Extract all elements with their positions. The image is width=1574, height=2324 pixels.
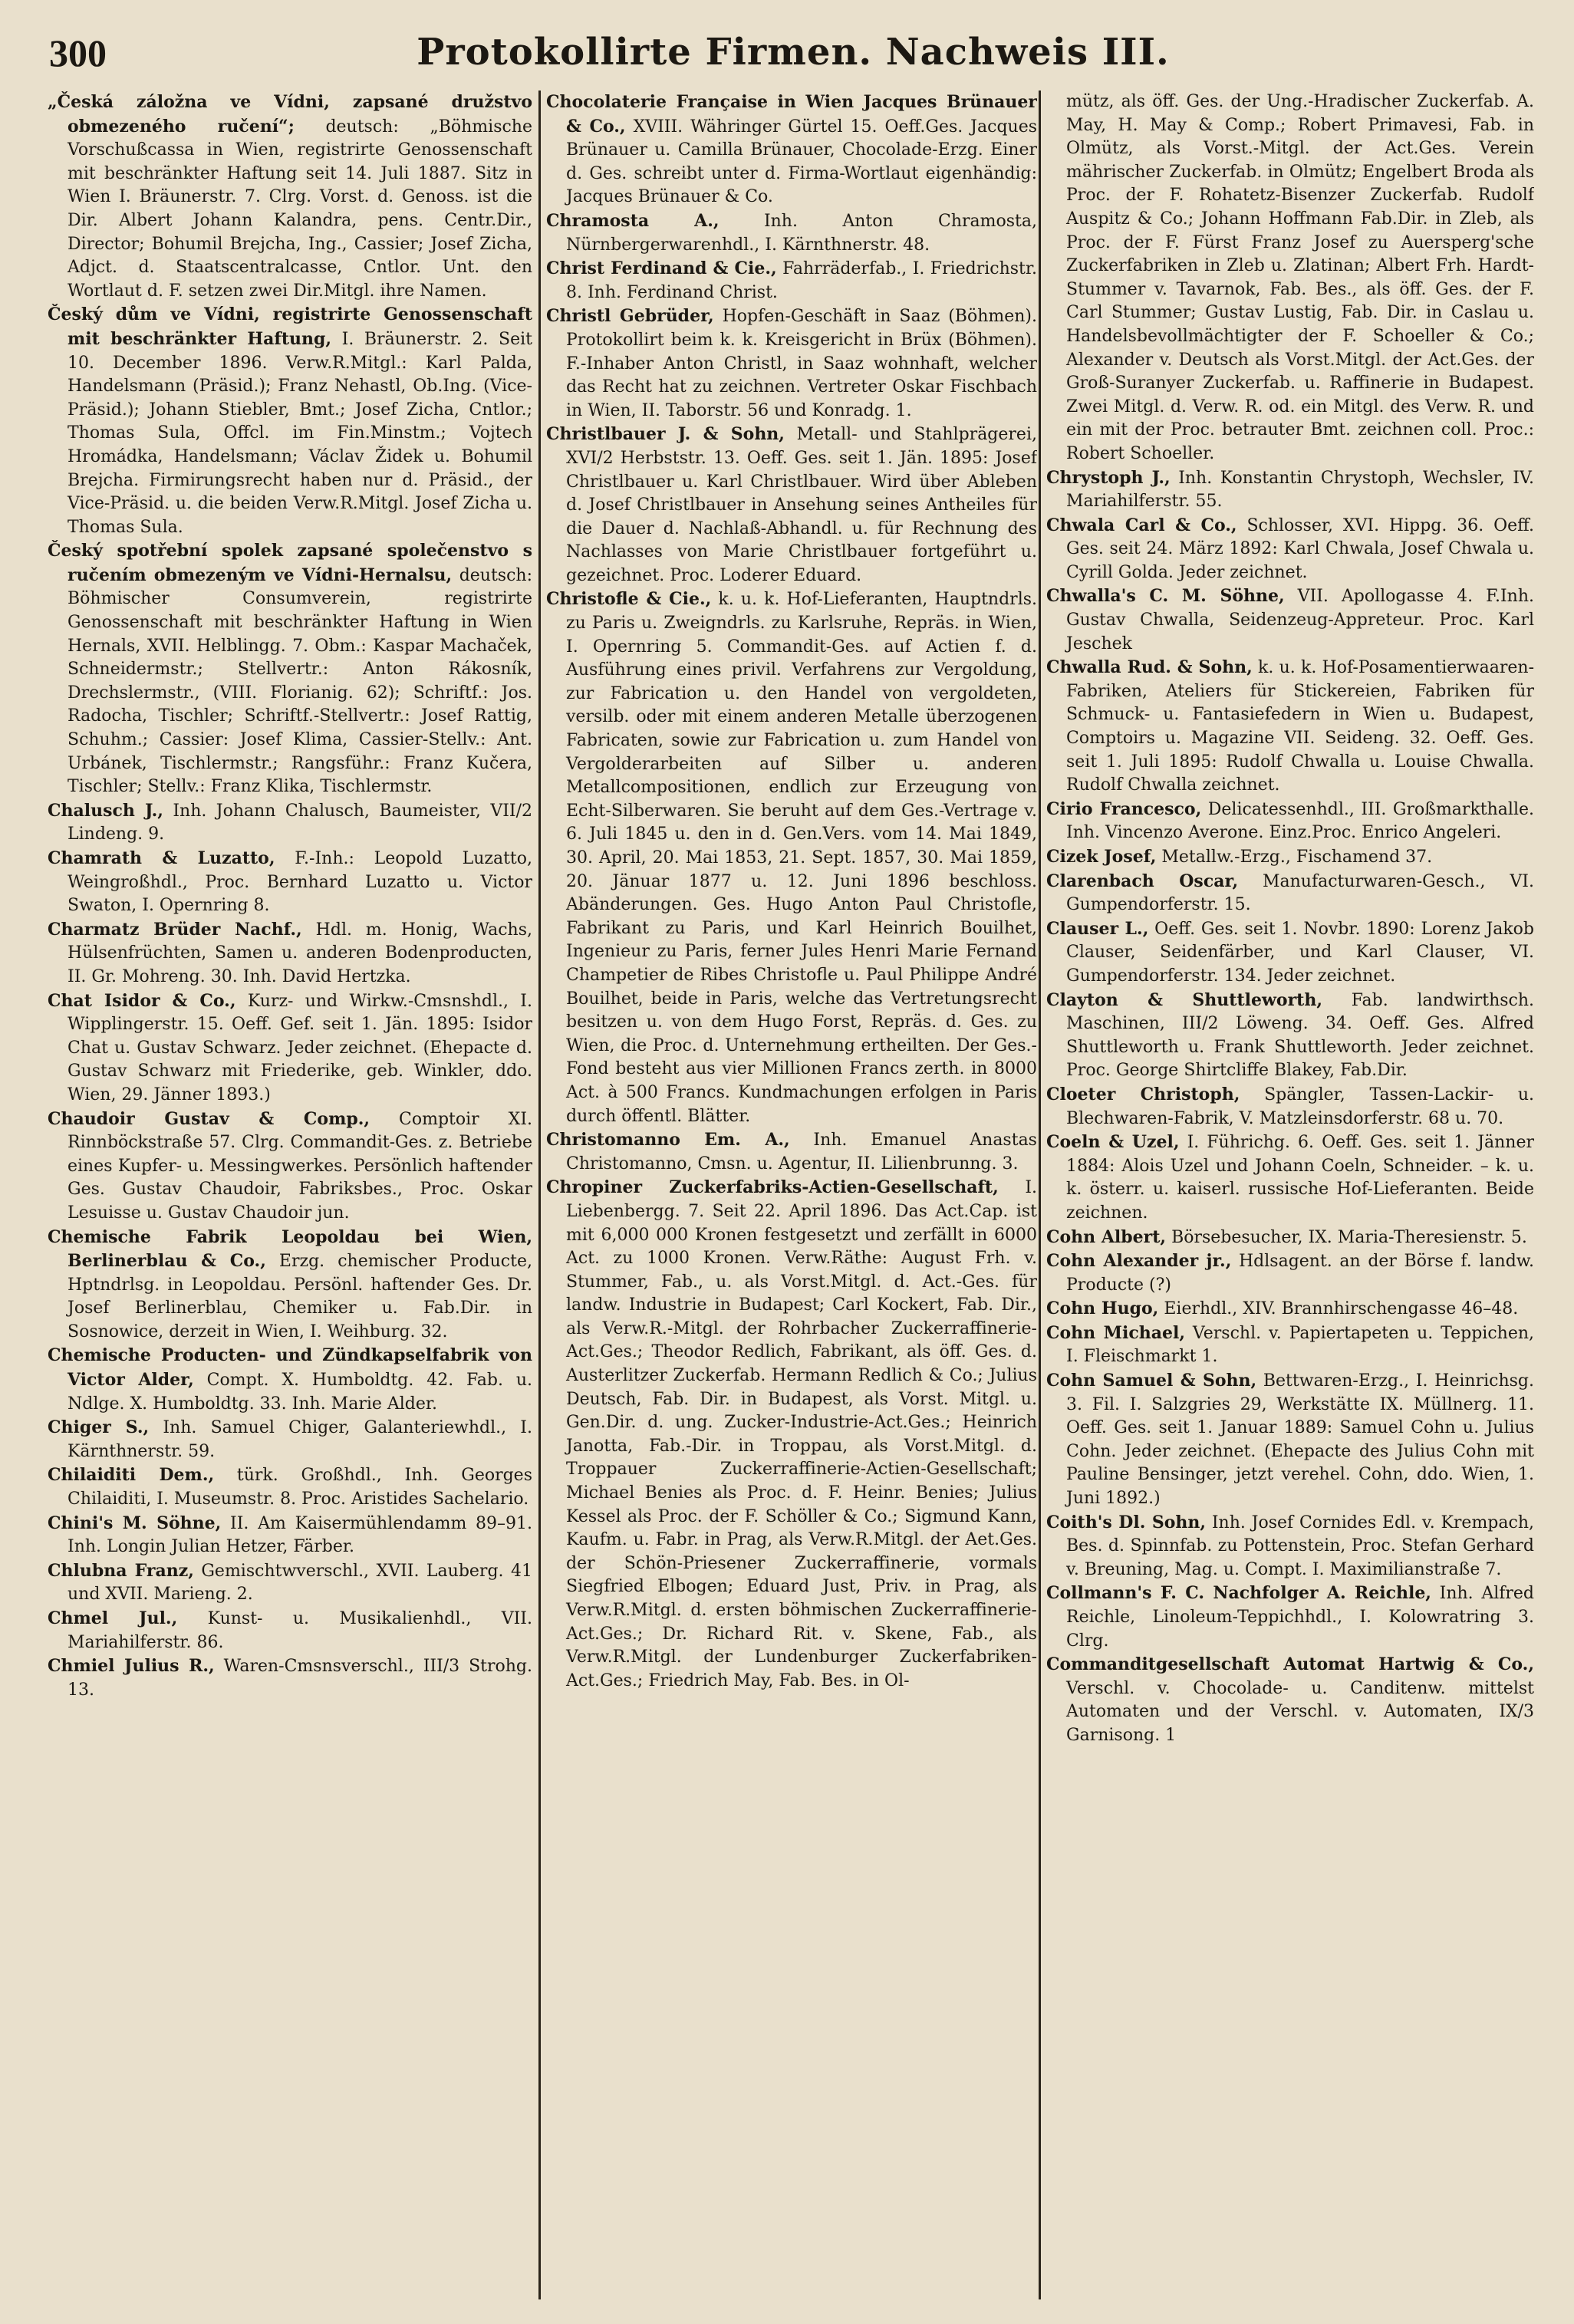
directory-entry [546,1128,1037,1176]
entry-details: Schlosser, XVI. Hippg. 36. Oeff. Ges. seit 24. März 1892: Karl Chwala, Josef Chwala u. Cyrill Golda. Jeder zeichnet. [1066,515,1534,582]
entry-details: Fahrräderfab., I. Friedrichstr. 8. Inh. Ferdinand Christ. [566,259,1037,302]
directory-entry [48,847,532,918]
entry-details: Verschl. v. Papiertapeten u. Teppichen, I. Fleischmarkt 1. [1066,1323,1534,1367]
firm-name: Chwalla's C. M. Söhne, [1046,586,1285,607]
entry-details: Metall- und Stahlprägerei, XVI/2 Herbststr. 13. Oeff. Ges. seit 1. Jän. 1895: Josef Christlbauer u. Karl Christlbauer. Wird über Ableben d. Josef Christlbauer in Ansehung seines Antheiles für die Dauer d. Nachlaß-Abhandl. u. für Rechnung des Nachlasses von Marie Christlbauer fortgeführt u. gezeichnet. Proc. Loderer Eduard. [566,425,1037,585]
column-divider [538,91,541,2299]
directory-entry [546,1176,1037,1693]
entry-details: I. Liebenbergg. 7. Seit 22. April 1896. Das Act.Cap. ist mit 6,000 000 Kronen festgesetzt und zerfällt in 6000 Act. zu 1000 Kronen. Verw.Räthe: August Frh. v. Stummer, Fab., u. als Vorst.Mitgl. d. Act.-Ges. für landw. Industrie in Budapest; Carl Kockert, Fab. Dir., als Verw.R.-Mitgl. der Rohrbacher Zuckerraffinerie-Act.Ges.; Theodor Redlich, Fabrikant, als öff. Ges. d. Austerlitzer Zuckerfab. Hermann Redlich & Co.; Julius Deutsch, Fab. Dir. in Budapest, als Vorst. Mitgl. u. Gen.Dir. d. ung. Zucker-Industrie-Act.Ges.; Heinrich Janotta, Fab.-Dir. in Troppau, als Vorst.Mitgl. d. Troppauer Zuckerraffinerie-Actien-Gesellschaft; Michael Benies als Proc. d. F. Heinr. Benies; Julius Kessel als Proc. der F. Schöller & Co.; Sigmund Kann, Kaufm. u. Fabr. in Prag, als Verw.R.Mitgl. der Aet.Ges. der Schön-Priesener Zuckerraffinerie, vormals Siegfried Elbogen; Eduard Just, Priv. in Prag, als Verw.R.Mitgl. d. ersten böhmischen Zuckerraffinerie-Act.Ges.; Dr. Richard Rit. v. Skene, Fab., als Verw.R.Mitgl. der Lundenburger Zuckerfabriken-Act.Ges.; Friedrich May, Fab. Bes. in Ol- [566,1178,1037,1690]
firm-name: Cirio Francesco, [1046,798,1202,819]
entry-details: VII. Apollogasse 4. F.Inh. Gustav Chwalla, Seidenzeug-Appreteur. Proc. Karl Jeschek [1066,587,1534,653]
firm-name: Chrystoph J., [1046,467,1171,488]
entry-details: F.-Inh.: Leopold Luzatto, Weingroßhdl., Proc. Bernhard Luzatto u. Victor Swaton, I. Opernring 8. [68,849,532,916]
directory-entry [48,303,532,539]
entry-details: Erzg. chemischer Producte, Hptndrlsg. in Leopoldau. Persönl. haftender Ges. Dr. Josef Berlinerblau, Chemiker u. Fab.Dir. in Sosnowice, derzeit in Wien, I. Weihburg. 32. [68,1252,532,1341]
entry-details: Inh. Alfred Reichle, Linoleum-Teppichhdl., I. Kolowratring 3. Clrg. [1066,1584,1534,1651]
firm-name: Chramosta A., [546,210,719,231]
firm-name: Cohn Michael, [1046,1322,1186,1343]
firm-name: Clauser L., [1046,918,1149,939]
entry-details: Comptoir XI. Rinnböckstraße 57. Clrg. Commandit-Ges. z. Betriebe eines Kupfer- u. Messingwerkes. Persönlich haftender Ges. Gustav Chaudoir, Fabriksbes., Proc. Oskar Lesuisse u. Gustav Chaudoir jun. [68,1109,532,1223]
directory-entry [48,1559,532,1607]
firm-name: Christ Ferdinand & Cie., [546,258,777,279]
directory-entry [1046,514,1534,585]
firm-name: Clayton & Shuttleworth, [1046,989,1322,1010]
entry-details: Waren-Cmsnsverschl., III/3 Strohg. 13. [68,1657,532,1700]
directory-entry [1046,798,1534,845]
directory-entry [48,1607,532,1654]
directory-entry [48,1654,532,1702]
entry-details: II. Am Kaisermühlendamm 89–91. Inh. Longin Julian Hetzer, Färber. [68,1513,532,1557]
entry-details: Oeff. Ges. seit 1. Novbr. 1890: Lorenz Jakob Clauser, Seidenfärber, und Karl Clauser, VI. Gumpendorferstr. 134. Jeder zeichnet. [1066,919,1534,986]
entry-details: Compt. X. Humboldtg. 42. Fab. u. Ndlge. X. Humboldtg. 33. Inh. Marie Alder. [68,1371,532,1414]
directory-entry [48,1416,532,1463]
firm-name: Cloeter Christoph, [1046,1084,1240,1104]
firm-name: Cohn Hugo, [1046,1299,1159,1319]
directory-entry [48,1463,532,1511]
entry-details: Manufacturwaren-Gesch., VI. Gumpendorferstr. 15. [1066,871,1534,915]
directory-entry [48,1344,532,1416]
directory-entry [546,588,1037,1128]
directory-entry [1046,584,1534,656]
directory-entry [1046,656,1534,798]
page-header [49,23,1537,84]
firm-name: Commanditgesellschaft Automat Hartwig & Co., [1046,1654,1534,1675]
firm-name: Chilaiditi Dem., [48,1465,215,1486]
directory-entry [48,539,532,799]
page-title: Protokollirte Firmen. Nachweis III. [417,31,1170,74]
directory-entry [1046,1297,1534,1322]
entry-details: Börsebesucher, IX. Maria-Theresienstr. 5. [1171,1227,1527,1247]
directory-entry [1046,1083,1534,1131]
entry-details: Spängler, Tassen-Lackir- u. Blechwaren-Fabrik, V. Matzleinsdorferstr. 68 u. 70. [1066,1085,1534,1128]
entry-details: I. Bräunerstr. 2. Seit 10. December 1896. Verw.R.Mitgl.: Karl Palda, Handelsmann (Präsid.); Franz Nehastl, Ob.Ing. (Vice-Präsid.); Johann Stiebler, Bmt.; Josef Zicha, Cntlor.; Thomas Sula, Offcl. im Fin.Minstm.; Vojtech Hromádka, Handelsmann; Václav Židek u. Bohumil Brejcha. Firmirungsrecht haben nur d. Präsid., der Vice-Präsid. u. die beiden Verw.R.Mitgl. Josef Zicha u. Thomas Sula. [68,329,532,537]
firm-name: Chwalla Rud. & Sohn, [1046,657,1253,678]
directory-entry [546,209,1037,257]
directory-entry [1046,917,1534,989]
column-left [48,91,532,2307]
firm-name: Coeln & Uzel, [1046,1132,1180,1153]
directory-entry [1046,1653,1534,1747]
directory-entry [48,91,532,303]
firm-name: Chiger S., [48,1417,150,1438]
directory-entry [48,1512,532,1559]
directory-entry [546,91,1037,209]
firm-name: Cizek Josef, [1046,847,1157,867]
entry-details: Hopfen-Geschäft in Saaz (Böhmen). Protokollirt beim k. k. Kreisgericht in Brüx (Böhmen). F.-Inhaber Anton Christl, in Saaz wohnhaft, welcher das Recht hat zu zeichnen. Vertreter Oskar Fischbach in Wien, II. Taborstr. 56 und Konradg. 1. [566,307,1037,420]
firm-name: Český dům ve Vídni, registrirte Genossenschaft mit beschränkter Haftung, [48,304,532,349]
firm-name: Cohn Samuel & Sohn, [1046,1371,1257,1391]
firm-name: Chalusch J., [48,800,163,821]
entry-details: Inh. Josef Cornides Edl. v. Krempach, Bes. d. Spinnfab. zu Pottenstein, Proc. Stefan Gerhard v. Breuning, Mag. u. Compt. I. Maximilianstraße 7. [1066,1513,1534,1579]
firm-name: Charmatz Brüder Nachf., [48,919,302,940]
entry-details: Eierhdl., XIV. Brannhirschengasse 46–48. [1164,1299,1519,1319]
directory-entry [1046,870,1534,917]
firm-name: Chocolaterie Française in Wien Jacques Brünauer & Co., [546,92,1037,137]
firm-name: Coith's Dl. Sohn, [1046,1512,1207,1532]
firm-name: Clarenbach Oscar, [1046,871,1239,891]
directory-entry [48,1226,532,1345]
directory-entry [1046,1369,1534,1511]
firm-name: Chropiner Zuckerfabriks-Actien-Gesellschaft, [546,1177,999,1198]
entry-details: Delicatessenhdl., III. Großmarkthalle. Inh. Vincenzo Averone. Einz.Proc. Enrico Angeleri. [1066,799,1534,843]
entry-details: XVIII. Währinger Gürtel 15. Oeff.Ges. Jacques Brünauer u. Camilla Brünauer, Chocolade-Erzg. Einer d. Ges. schreibt unter d. Firma-Wortlaut eigenhändig: Jacques Brünauer & Co. [566,117,1037,207]
directory-entry [48,918,532,989]
firm-name: Chlubna Franz, [48,1560,194,1581]
firm-name: Chini's M. Söhne, [48,1513,222,1533]
firm-name: Collmann's F. C. Nachfolger A. Reichle, [1046,1583,1431,1604]
column-divider [1039,91,1041,2299]
entry-details: I. Führichg. 6. Oeff. Ges. seit 1. Jänner 1884: Alois Uzel und Johann Coeln, Schneider. – k. u. k. österr. u. kaiserl. russische Hof-Lieferanten. Beide zeichnen. [1066,1133,1534,1223]
firm-name: „Česká záložna ve Vídni, zapsané družstvo obmezeného ručení“; [48,92,532,137]
directory-entry [1046,466,1534,514]
entry-details: deutsch: Böhmischer Consumverein, registrirte Genossenschaft mit beschränkter Haftung in Wien Hernals, XVII. Helblingg. 7. Obm.: Kaspar Machaček, Schneidermstr.; Stellvertr.: Anton Rákosník, Drechslermstr., (VIII. Florianig. 62); Schriftf.: Jos. Radocha, Tischler; Schriftf.-Stellvertr.: Josef Rattig, Schuhm.; Cassier: Josef Klima, Cassier-Stellv.: Ant. Urbánek, Tischlermstr.; Rangsführ.: Franz Kučera, Tischler; Stellv.: Franz Klika, Tischlermstr. [68,565,532,797]
firm-name: Christlbauer J. & Sohn, [546,424,785,445]
entry-details: türk. Großhdl., Inh. Georges Chilaiditi, I. Museumstr. 8. Proc. Aristides Sachelario. [68,1466,532,1509]
directory-entry [1046,1322,1534,1369]
entry-details: Inh. Samuel Chiger, Galanteriewhdl., I. Kärnthnerstr. 59. [68,1418,532,1461]
firm-name: Cohn Alexander jr., [1046,1251,1232,1272]
directory-entry [1046,1226,1534,1250]
firm-name: Chaudoir Gustav & Comp., [48,1108,370,1129]
firm-name: Christofle & Cie., [546,589,712,610]
entry-details: Hdl. m. Honig, Wachs, Hülsenfrüchten, Samen u. anderen Bodenproducten, II. Gr. Mohreng. 30. Inh. David Hertzka. [68,920,532,986]
directory-entry [1046,1582,1534,1653]
page-number: 300 [49,31,107,74]
directory-entry [546,304,1037,423]
entry-details: Kurz- und Wirkw.-Cmsnshdl., I. Wipplingerstr. 15. Oeff. Gef. seit 1. Jän. 1895: Isidor Chat u. Gustav Schwarz. Jeder zeichnet. (Ehepacte d. Gustav Schwarz mit Friederike, geb. Winkler, ddo. Wien, 29. Jänner 1893.) [68,991,532,1104]
firm-name: Chat Isidor & Co., [48,990,236,1011]
entry-details: Bettwaren-Erzg., I. Heinrichsg. 3. Fil. I. Salzgries 29, Werkstätte IX. Müllnerg. 11. Oeff. Ges. seit 1. Januar 1889: Samuel Cohn u. Julius Cohn. Jeder zeichnet. (Ehepacte des Julius Cohn mit Pauline Bensinger, jetzt verehel. Cohn, ddo. Wien, 1. Juni 1892.) [1066,1371,1534,1509]
entry-details: Inh. Konstantin Chrystoph, Wechsler, IV. Mariahilferstr. 55. [1066,468,1534,512]
entry-details: Verschl. v. Chocolade- u. Canditenw. mittelst Automaten und der Verschl. v. Automaten, IX/3 Garnisong. 1 [1066,1678,1534,1745]
firm-name: Český spotřební spolek zapsané společenstvo s ručením obmezeným ve Vídni-Hernalsu, [48,541,532,585]
directory-entry [1046,845,1534,870]
directory-entry [1046,1249,1534,1297]
entry-details: deutsch: „Böhmische Vorschußcassa in Wien, registrirte Genossenschaft mit beschränkter Haftung seit 14. Juli 1887. Sitz in Wien I. Bräunerstr. 7. Clrg. Vorst. d. Genoss. ist die Dir. Albert Johann Kalandra, pens. Centr.Dir., Director; Bohumil Brejcha, Ing., Cassier; Josef Zicha, Adjct. d. Staatscentralcasse, Cntlor. Unt. den Wortlaut d. F. setzen zwei Dir.Mitgl. ihre Namen. [68,117,532,301]
directory-entry [48,1108,532,1226]
directory-entry [1046,1131,1534,1225]
entry-details: k. u. k. Hof-Lieferanten, Hauptndrls. zu Paris u. Zweigndrls. zu Karlsruhe, Repräs. in Wien, I. Opernring 5. Commandit-Ges. auf Actien f. d. Ausführung eines privil. Verfahrens zur Vergoldung, zur Fabrication u. den Handel von vergoldeten, versilb. oder mit einem anderen Metalle überzogenen Fabricaten, sowie zur Fabrication u. zum Handel von Vergolderarbeiten auf Silber u. anderen Metallcompositionen, endlich zur Erzeugung von Echt-Silberwaren. Sie beruht auf dem Ges.-Vertrage v. 6. Juli 1845 u. den in d. Gen.Vers. vom 14. Mai 1849, 30. April, 20. Mai 1853, 21. Sept. 1857, 30. Mai 1859, 20. Jänuar 1877 u. 12. Juni 1896 beschloss. Abänderungen. Ges. Hugo Anton Paul Christofle, Fabrikant zu Paris, und Karl Heinrich Bouilhet, Ingenieur zu Paris, ferner Jules Henri Marie Fernand Champetier de Ribes Christofle u. Paul Philippe André Bouilhet, beide in Paris, welche das Vertretungsrecht besitzen u. von dem Hugo Forst, Repräs. d. Ges. zu Wien, die Proc. d. Unternehmung ertheilten. Der Ges.-Fond besteht aus vier Millionen Francs zerth. in 8000 Act. à 500 Francs. Kundmachungen erfolgen in Paris durch öffentl. Blätter. [566,590,1037,1126]
firm-name: Chemische Fabrik Leopoldau bei Wien, Berlinerblau & Co., [48,1226,532,1272]
directory-entry [1046,1511,1534,1582]
entry-details: Kunst- u. Musikalienhdl., VII. Mariahilferstr. 86. [68,1609,532,1652]
firm-name: Chwala Carl & Co., [1046,515,1237,535]
entry-details: mütz, als öff. Ges. der Ung.-Hradischer Zuckerfab. A. May, H. May & Comp.; Robert Primavesi, Fab. in Olmütz, als Vorst.-Mitgl. der Act.Ges. Verein mährischer Zuckerfab. in Olmütz; Engelbert Broda als Proc. der F. Rohatetz-Bisenzer Zuckerfab. Rudolf Auspitz & Co.; Johann Hoffmann Fab.Dir. in Zleb, als Proc. der F. Fürst Franz Josef zu Auersperg'sche Zuckerfabriken in Zleb u. Zlatinan; Albert Frh. Hardt-Stummer v. Tavarnok, Fab. Bes., als öff. Ges. der F. Carl Stummer; Gustav Lustig, Fab. Dir. in Caslau u. Handelsbevollmächtigter der F. Schoeller & Co.; Alexander v. Deutsch als Vorst.Mitgl. der Act.Ges. der Groß-Suranyer Zuckerfab. u. Raffinerie in Budapest. Zwei Mitgl. d. Verw. R. od. ein Mitgl. des Verw. R. und ein mit der Proc. betrauter Bmt. zeichnen coll. Proc.: Robert Schoeller. [1066,92,1534,463]
entry-details: k. u. k. Hof-Posamentierwaaren-Fabriken, Ateliers für Stickereien, Fabriken für Schmuck- u. Fantasiefedern in Wien u. Budapest, Comptoirs u. Magazine VII. Seideng. 32. Oeff. Ges. seit 1. Juli 1895: Rudolf Chwalla u. Louise Chwalla. Rudolf Chwalla zeichnet. [1066,658,1534,795]
column-middle [546,91,1037,2307]
firm-name: Cohn Albert, [1046,1226,1167,1247]
directory-entry [1046,989,1534,1083]
firm-name: Christl Gebrüder, [546,306,714,327]
entry-details: Metallw.-Erzg., Fischamend 37. [1161,848,1433,867]
directory-entry [546,423,1037,588]
directory-entry [48,799,532,847]
firm-name: Chmel Jul., [48,1608,178,1628]
firm-name: Chamrath & Luzatto, [48,848,275,868]
entry-details: Inh. Emanuel Anastas Christomanno, Cmsn. u. Agentur, II. Lilienbrunng. 3. [566,1131,1037,1174]
entry-details: Hdlsagent. an der Börse f. landw. Producte (?) [1066,1252,1534,1295]
entry-details: Gemischtwverschl., XVII. Lauberg. 41 und XVII. Marieng. 2. [68,1561,532,1605]
entry-details: Inh. Johann Chalusch, Baumeister, VII/2 Lindeng. 9. [68,801,532,844]
directory-entry [1046,91,1534,466]
firm-name: Chemische Producten- und Zündkapselfabrik von Victor Alder, [48,1345,532,1391]
firm-name: Chmiel Julius R., [48,1656,215,1677]
column-right [1046,91,1534,2307]
entry-details: Fab. landwirthsch. Maschinen, III/2 Löweng. 34. Oeff. Ges. Alfred Shuttleworth u. Frank Shuttleworth. Jeder zeichnet. Proc. George Shirtcliffe Blakey, Fab.Dir. [1066,990,1534,1081]
directory-entry [546,257,1037,304]
directory-entry [48,989,532,1108]
firm-name: Christomanno Em. A., [546,1130,790,1150]
entry-details: Inh. Anton Chramosta, Nürnbergerwarenhdl., I. Kärnthnerstr. 48. [566,211,1037,255]
